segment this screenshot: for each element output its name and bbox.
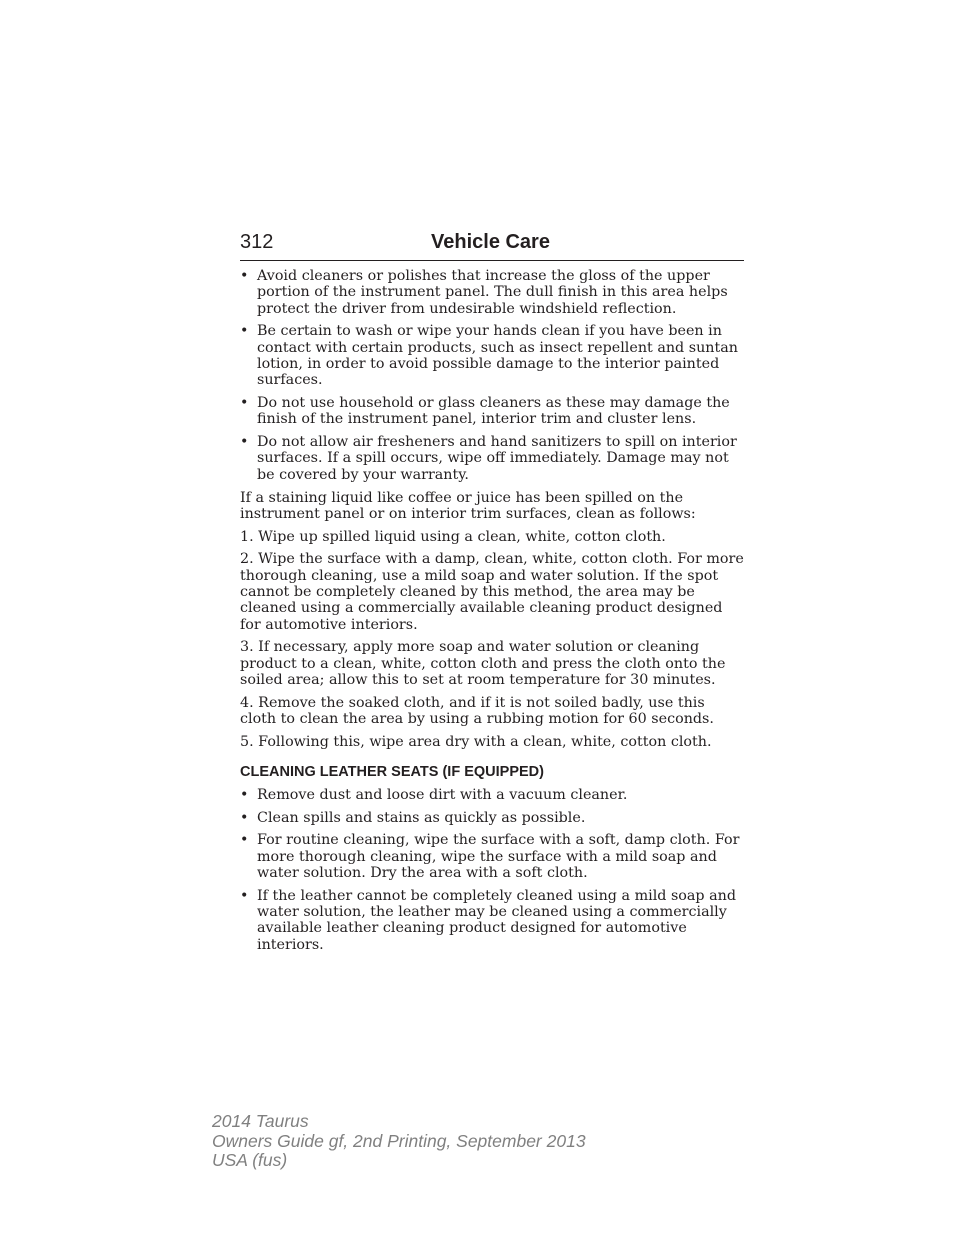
bullet-icon: • (240, 268, 249, 284)
list-item-text: Be certain to wash or wipe your hands clean if you have been in contact with certain products, such as insect repellent and suntan lotion, in order to avoid possible damage to the interior painted surfaces. (257, 323, 738, 389)
bullet-icon: • (240, 786, 249, 803)
list-item (240, 787, 744, 803)
list-item (240, 434, 744, 483)
list-item-text: Do not use household or glass cleaners as these may damage the finish of the instrument panel, interior trim and cluster lens. (257, 395, 730, 428)
step-1: 1. Wipe up spilled liquid using a clean, white, cotton cloth. (240, 528, 666, 545)
bullet-icon: • (240, 434, 249, 451)
step-5: 5. Following this, wipe area dry with a clean, white, cotton cloth. (240, 733, 712, 750)
list-item (240, 323, 744, 388)
footer-market (212, 1151, 586, 1171)
page-number: 312 (240, 231, 274, 253)
list-item (240, 810, 744, 826)
page-header (240, 228, 744, 261)
list-item-text: Remove dust and loose dirt with a vacuum cleaner. (257, 786, 628, 803)
bullet-icon: • (240, 395, 249, 412)
step-2: 2. Wipe the surface with a damp, clean, white, cotton cloth. For more thorough cleaning, use a mild soap and water solution. If the spot cannot be completely cleaned by this method, the area may be cleaned using a commercially available cleaning product designed for automotive interiors. (240, 551, 744, 633)
list-item-text: For routine cleaning, wipe the surface with a soft, damp cloth. For more thorough cleaning, wipe the surface with a mild soap and water solution. Dry the area with a soft cloth. (257, 832, 740, 881)
footer-model: 2014 Taurus (212, 1111, 309, 1131)
list-item-text: Do not allow air fresheners and hand sanitizers to spill on interior surfaces. If a spill occurs, wipe off immediately. Damage may not be covered by your warranty. (257, 434, 737, 483)
list-item (240, 395, 744, 428)
list-item (240, 832, 744, 881)
bullet-icon: • (240, 887, 249, 904)
intro-paragraph: If a staining liquid like coffee or juice has been spilled on the instrument panel or on interior trim surfaces, clean as follows: (240, 489, 696, 522)
step-3: 3. If necessary, apply more soap and water solution or cleaning product to a clean, white, cotton cloth and press the cloth onto the soiled area; allow this to set at room temperature for 30 minutes. (240, 639, 726, 689)
leather-heading: CLEANING LEATHER SEATS (IF EQUIPPED) (240, 764, 544, 781)
footer-code: (fus) (252, 1150, 288, 1170)
top-bullet-list (240, 268, 744, 483)
section-title: Vehicle Care (431, 231, 550, 253)
footer-printing: Owners Guide gf, 2nd Printing, September 2013 (212, 1130, 586, 1151)
page-content (240, 268, 744, 959)
bullet-icon: • (240, 832, 249, 849)
list-item (240, 888, 744, 953)
bullet-icon: • (240, 323, 249, 340)
list-item-text: Clean spills and stains as quickly as possible. (257, 809, 586, 826)
bullet-icon: • (240, 809, 249, 826)
footer-country: USA (212, 1150, 248, 1170)
list-item-text: If the leather cannot be completely cleaned using a mild soap and water solution, the leather may be cleaned using a commercially available leather cleaning product designed for automotive interiors. (257, 887, 737, 953)
leather-bullet-list (240, 787, 744, 953)
page-footer (212, 1112, 586, 1171)
list-item (240, 268, 744, 317)
step-4: 4. Remove the soaked cloth, and if it is not soiled badly, use this cloth to clean the area by using a rubbing motion for 60 seconds. (240, 694, 714, 728)
list-item-text: Avoid cleaners or polishes that increase the gloss of the upper portion of the instrument panel. The dull finish in this area helps protect the driver from undesirable windshield reflection. (257, 268, 728, 317)
